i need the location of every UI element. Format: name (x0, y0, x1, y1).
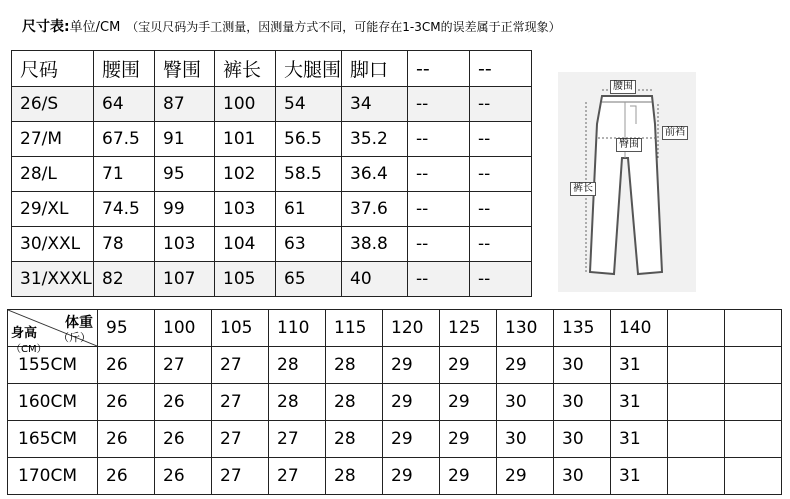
weight-header: 105 (212, 310, 269, 347)
height-label: 165CM (8, 421, 98, 458)
size-cell: 54 (276, 87, 342, 122)
size-cell: 65 (276, 262, 342, 297)
size-cell: 27 (212, 384, 269, 421)
size-cell: 61 (276, 192, 342, 227)
height-row (8, 458, 782, 495)
size-cell: 27 (269, 421, 326, 458)
size-cell: 29 (383, 347, 440, 384)
height-label: 160CM (8, 384, 98, 421)
size-cell: 27 (212, 458, 269, 495)
size-cell: -- (470, 262, 532, 297)
size-cell: 28 (326, 421, 383, 458)
size-cell: -- (470, 227, 532, 262)
size-cell: 37.6 (342, 192, 408, 227)
weight-header (668, 310, 725, 347)
size-row (12, 157, 532, 192)
size-cell: 30 (554, 384, 611, 421)
size-cell: 28 (269, 347, 326, 384)
size-cell: 28 (326, 347, 383, 384)
size-cell: 31 (611, 458, 668, 495)
size-cell: -- (408, 227, 470, 262)
size-cell: 99 (155, 192, 215, 227)
size-cell: 30 (554, 458, 611, 495)
size-row (12, 262, 532, 297)
size-cell: -- (470, 192, 532, 227)
size-cell: 30 (497, 421, 554, 458)
length-label: 裤长 (570, 182, 596, 196)
size-cell: 34 (342, 87, 408, 122)
column-header: -- (408, 51, 470, 87)
size-table-header-row (12, 51, 532, 87)
size-cell (668, 384, 725, 421)
size-cell (725, 458, 782, 495)
size-cell (668, 458, 725, 495)
weight-axis-label: 体重 (65, 315, 93, 331)
height-unit-label: （CM） (11, 344, 47, 355)
weight-header-row (8, 310, 782, 347)
size-cell: 100 (215, 87, 276, 122)
size-cell: 38.8 (342, 227, 408, 262)
size-cell: 30 (497, 384, 554, 421)
size-cell: 64 (94, 87, 155, 122)
size-cell: 104 (215, 227, 276, 262)
size-cell (725, 421, 782, 458)
size-cell: 95 (155, 157, 215, 192)
size-cell: 26 (155, 421, 212, 458)
size-cell: -- (408, 192, 470, 227)
size-cell: 28/L (12, 157, 94, 192)
size-cell: 40 (342, 262, 408, 297)
weight-height-table (7, 309, 782, 495)
size-cell: 74.5 (94, 192, 155, 227)
weight-header: 140 (611, 310, 668, 347)
size-cell: 27 (212, 421, 269, 458)
size-cell: 26 (98, 347, 155, 384)
size-cell: 26 (98, 384, 155, 421)
weight-header: 100 (155, 310, 212, 347)
height-label: 155CM (8, 347, 98, 384)
size-cell: 103 (155, 227, 215, 262)
size-cell: 26 (98, 421, 155, 458)
column-header: 裤长 (215, 51, 276, 87)
column-header: 尺码 (12, 51, 94, 87)
weight-header: 110 (269, 310, 326, 347)
corner-cell (8, 310, 98, 355)
size-cell: -- (408, 262, 470, 297)
size-cell: -- (408, 87, 470, 122)
weight-header: 120 (383, 310, 440, 347)
size-cell: 56.5 (276, 122, 342, 157)
size-cell: 28 (326, 384, 383, 421)
size-cell: 63 (276, 227, 342, 262)
size-cell: 91 (155, 122, 215, 157)
size-cell: -- (470, 122, 532, 157)
size-row (12, 192, 532, 227)
size-cell: 29/XL (12, 192, 94, 227)
size-cell: 29 (440, 347, 497, 384)
weight-header: 130 (497, 310, 554, 347)
size-row (12, 227, 532, 262)
size-cell: 31/XXXL (12, 262, 94, 297)
size-cell: 87 (155, 87, 215, 122)
size-cell: 102 (215, 157, 276, 192)
size-cell: 29 (440, 384, 497, 421)
size-cell: 30/XXL (12, 227, 94, 262)
weight-header: 115 (326, 310, 383, 347)
size-cell (725, 347, 782, 384)
size-cell: 27 (269, 458, 326, 495)
size-cell: 29 (497, 458, 554, 495)
height-axis-label: 身高 (11, 326, 38, 341)
size-cell: 35.2 (342, 122, 408, 157)
size-row (12, 122, 532, 157)
size-row (12, 87, 532, 122)
header-note: （宝贝尺码为手工测量，因测量方式不同，可能存在1-3CM的误差属于正常现象） (126, 20, 561, 34)
size-cell: 78 (94, 227, 155, 262)
weight-unit-label: （斤） (58, 331, 91, 344)
size-cell: 31 (611, 421, 668, 458)
weight-header: 135 (554, 310, 611, 347)
weight-header (725, 310, 782, 347)
column-header: 臀围 (155, 51, 215, 87)
size-cell: 26 (98, 458, 155, 495)
size-cell: 101 (215, 122, 276, 157)
size-cell: 30 (554, 421, 611, 458)
size-cell: 36.4 (342, 157, 408, 192)
height-label: 170CM (8, 458, 98, 495)
size-cell: -- (470, 87, 532, 122)
size-cell: 82 (94, 262, 155, 297)
size-cell: 71 (94, 157, 155, 192)
size-cell: 107 (155, 262, 215, 297)
size-cell: 29 (383, 384, 440, 421)
size-cell: 26/S (12, 87, 94, 122)
size-cell (725, 384, 782, 421)
size-cell: 29 (383, 458, 440, 495)
size-cell: 31 (611, 384, 668, 421)
header-unit: 单位/CM (69, 20, 121, 35)
size-cell: 26 (155, 384, 212, 421)
size-cell: 103 (215, 192, 276, 227)
rise-label: 前裆 (662, 126, 688, 140)
size-cell: 29 (440, 421, 497, 458)
size-cell: -- (408, 122, 470, 157)
size-cell: -- (408, 157, 470, 192)
height-row (8, 347, 782, 384)
size-cell: 28 (269, 384, 326, 421)
pants-measurement-diagram (558, 72, 696, 292)
size-cell: 27 (212, 347, 269, 384)
size-cell: 105 (215, 262, 276, 297)
size-cell: 29 (497, 347, 554, 384)
size-cell: -- (470, 157, 532, 192)
weight-header: 95 (98, 310, 155, 347)
column-header: 腰围 (94, 51, 155, 87)
size-cell: 27 (155, 347, 212, 384)
size-cell: 29 (440, 458, 497, 495)
hip-label: 臀围 (616, 138, 642, 152)
size-cell: 67.5 (94, 122, 155, 157)
size-cell: 58.5 (276, 157, 342, 192)
size-chart-header (22, 16, 561, 36)
column-header: 脚口 (342, 51, 408, 87)
size-cell (668, 421, 725, 458)
size-cell: 28 (326, 458, 383, 495)
waist-label: 腰围 (610, 80, 636, 94)
column-header: -- (470, 51, 532, 87)
size-cell: 27/M (12, 122, 94, 157)
column-header: 大腿围 (276, 51, 342, 87)
height-row (8, 384, 782, 421)
height-row (8, 421, 782, 458)
size-cell: 30 (554, 347, 611, 384)
header-title: 尺寸表: (22, 19, 70, 35)
size-cell: 31 (611, 347, 668, 384)
size-table (11, 50, 532, 297)
size-cell: 29 (383, 421, 440, 458)
size-cell: 26 (155, 458, 212, 495)
size-cell (668, 347, 725, 384)
weight-header: 125 (440, 310, 497, 347)
